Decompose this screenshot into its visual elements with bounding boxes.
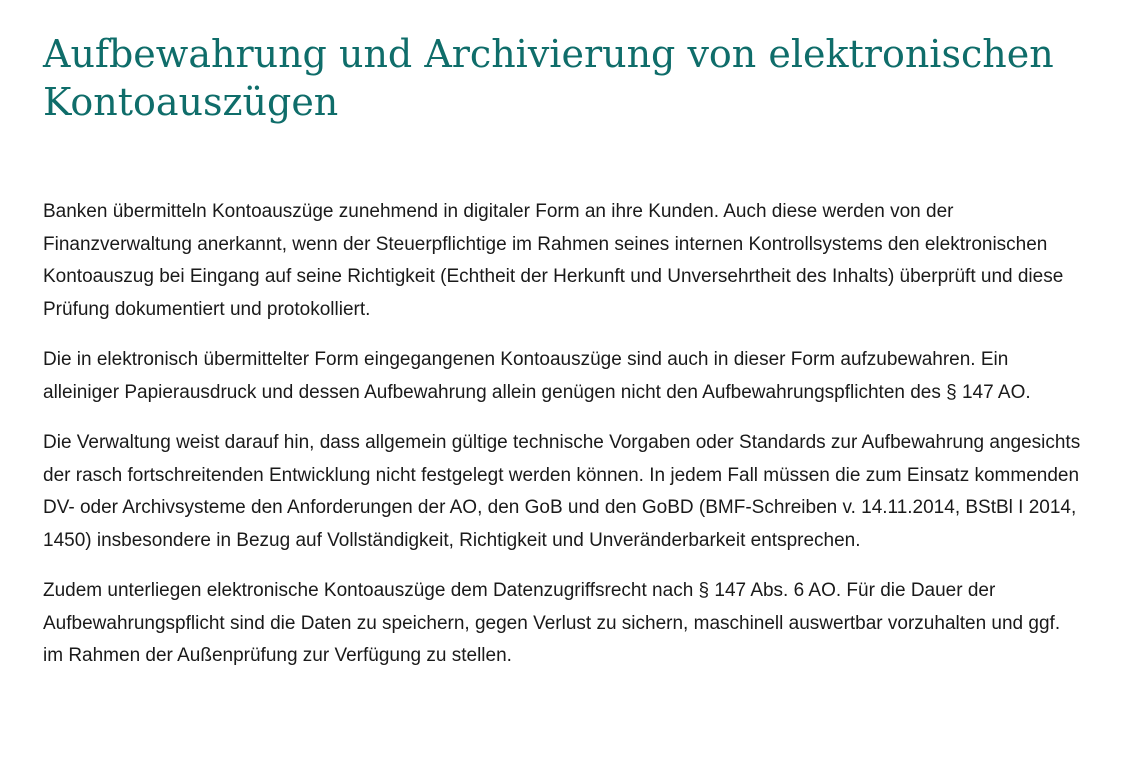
article-body bbox=[43, 196, 1103, 673]
paragraph-1: Banken übermitteln Kontoauszüge zunehmend in digitaler Form an ihre Kunden. Auch diese werden von der Finanzverwaltung anerkannt, wenn der Steuerpflichtige im Rahmen seines internen Kontrollsystems den elektronischen Kontoauszug bei Eingang auf seine Richtigkeit (Echtheit der Herkunft und Unversehrtheit des Inhalts) überprüft und diese Prüfung dokumentiert und protokolliert. bbox=[43, 201, 1064, 320]
page-title: Aufbewahrung und Archivierung von elektronischen Kontoauszügen bbox=[43, 32, 1054, 124]
paragraph-3: Die Verwaltung weist darauf hin, dass allgemein gültige technische Vorgaben oder Standards zur Aufbewahrung angesichts der rasch fortschreitenden Entwicklung nicht festgelegt werden können. In jedem Fall müssen die zum Einsatz kommenden DV- oder Archivsysteme den Anforderungen der AO, den GoB und den GoBD (BMF-Schreiben v. 14.11.2014, BStBl I 2014, 1450) insbesondere in Bezug auf Vollständigkeit, Richtigkeit und Unveränderbarkeit entsprechen. bbox=[43, 432, 1081, 551]
paragraph-2: Die in elektronisch übermittelter Form eingegangenen Kontoauszüge sind auch in dieser Form aufzubewahren. Ein alleiniger Papierausdruck und dessen Aufbewahrung allein genügen nicht den Aufbewahrungspflichten des § 147 AO. bbox=[43, 349, 1031, 403]
paragraph-4: Zudem unterliegen elektronische Kontoauszüge dem Datenzugriffsrecht nach § 147 Abs. 6 AO. Für die Dauer der Aufbewahrungspflicht sind die Daten zu speichern, gegen Verlust zu sichern, maschinell auswertbar vorzuhalten und ggf. im Rahmen der Außenprüfung zur Verfügung zu stellen. bbox=[43, 580, 1061, 666]
article bbox=[43, 30, 1103, 691]
